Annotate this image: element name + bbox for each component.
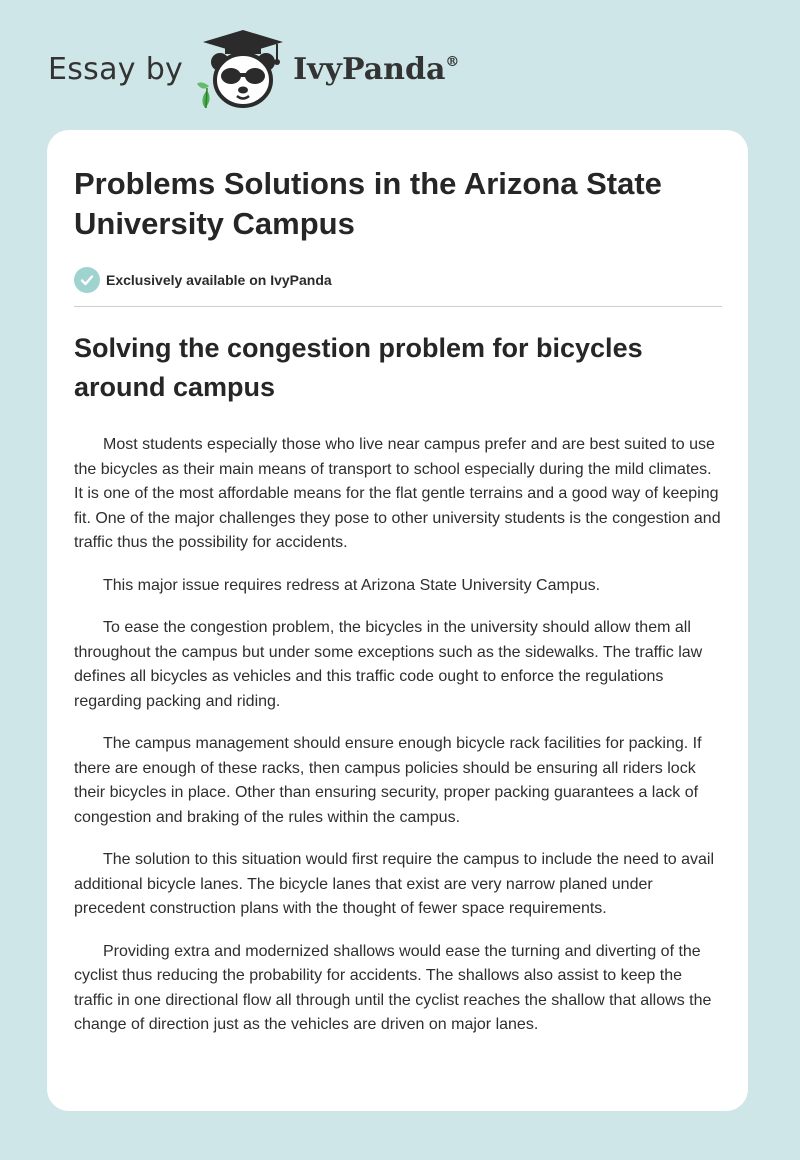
paragraph: To ease the congestion problem, the bicycles in the university should allow them all throughout the campus but under some exceptions such as the sidewalks. The traffic law defines all bicycles as vehicles and this traffic code ought to enforce the regulations regarding packing and riding.: [74, 619, 703, 710]
exclusive-badge: [74, 266, 722, 294]
exclusive-label: Exclusively available on IvyPanda: [106, 272, 332, 288]
check-icon: [74, 267, 100, 293]
paragraph: This major issue requires redress at Arizona State University Campus.: [103, 576, 601, 594]
essay-card: [47, 130, 748, 1111]
registered-mark: ®: [445, 53, 460, 70]
panda-graduate-icon[interactable]: [197, 28, 289, 110]
page-title: Problems Solutions in the Arizona State University Campus: [74, 166, 662, 241]
essay-by-label: Essay by: [48, 51, 184, 87]
paragraph: The campus management should ensure enough bicycle rack facilities for packing. If there are enough of these racks, then campus policies should be ensuring all riders lock their bicycles in place. Other than ensuring security, proper packing guarantees a lack of congestion and braking of the rules within the campus.: [74, 735, 702, 826]
paragraph: The solution to this situation would first require the campus to include the need to avail additional bicycle lanes. The bicycle lanes that exist are very narrow planed under precedent construction plans with the thought of fewer space requirements.: [74, 851, 715, 917]
essay-body: [74, 433, 722, 1038]
divider: [74, 306, 722, 307]
paragraph: Providing extra and modernized shallows would ease the turning and diverting of the cyclist thus reducing the probability for accidents. The shallows also assist to keep the traffic in one directional flow all through until the cyclist reaches the shallow that allows the change of direction just as the vehicles are driven on major lanes.: [74, 942, 712, 1033]
paragraph: Most students especially those who live near campus prefer and are best suited to use the bicycles as their main means of transport to school especially during the mild climates. It is one of the most affordable means for the flat gentle terrains and a good way of keeping fit. One of the major challenges they pose to other university students is the congestion and traffic thus the possibility for accidents.: [74, 436, 721, 551]
brand-label: IvyPanda: [293, 51, 446, 87]
brand-name[interactable]: [293, 52, 459, 87]
section-heading: Solving the congestion problem for bicycles around campus: [74, 333, 643, 402]
site-header: [48, 28, 459, 110]
